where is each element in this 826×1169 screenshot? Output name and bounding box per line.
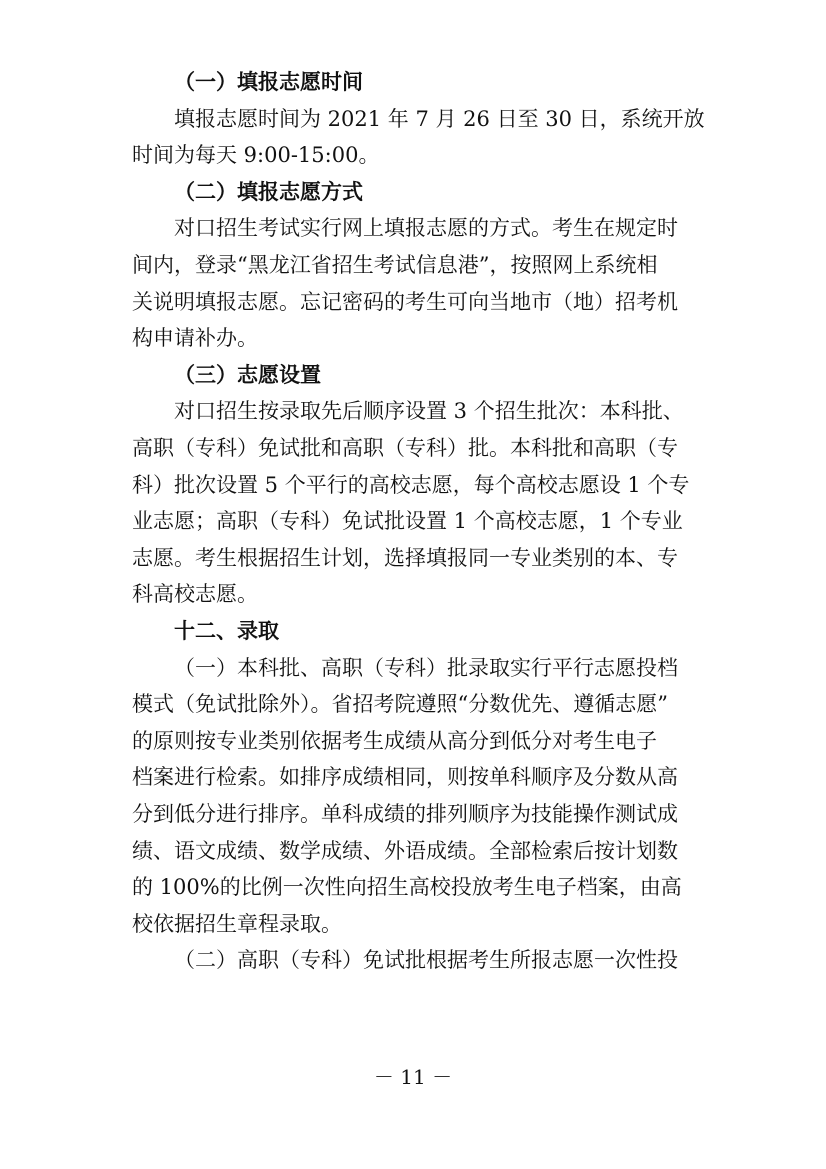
body-line: 科高校志愿。 <box>132 582 258 607</box>
body-line: 间内，登录“黑龙江省招生考试信息港”，按照网上系统相 <box>132 253 658 277</box>
body-line: 构申请补办。 <box>132 326 258 351</box>
paragraph-first-line: 对口招生考试实行网上填报志愿的方式。考生在规定时 <box>174 216 678 241</box>
body-line: 校依据招生章程录取。 <box>132 911 342 936</box>
paragraph-first-line: （一）本科批、高职（专科）批录取实行平行志愿投档 <box>174 655 678 680</box>
section-heading: （二）填报志愿方式 <box>174 179 363 204</box>
paragraph-first-line: （二）高职（专科）免试批根据考生所报志愿一次性投 <box>174 948 678 973</box>
body-line: 业志愿；高职（专科）免试批设置 1 个高校志愿，1 个专业 <box>132 509 683 534</box>
body-line: 分到低分进行排序。单科成绩的排列顺序为技能操作测试成 <box>132 802 678 826</box>
section-heading: 十二、录取 <box>174 619 279 643</box>
page-number: － 11 － <box>373 1065 453 1089</box>
body-line: 关说明填报志愿。忘记密码的考生可向当地市（地）招考机 <box>132 289 678 314</box>
body-line: 档案进行检索。如排序成绩相同，则按单科顺序及分数从高 <box>132 765 678 790</box>
paragraph-first-line: 对口招生按录取先后顺序设置 3 个招生批次：本科批、 <box>174 399 684 424</box>
body-line: 科）批次设置 5 个平行的高校志愿，每个高校志愿设 1 个专 <box>132 472 690 497</box>
body-line: 绩、语文成绩、数学成绩、外语成绩。全部检索后按计划数 <box>132 838 678 863</box>
body-line: 的原则按专业类别依据考生成绩从高分到低分对考生电子 <box>132 728 657 753</box>
body-line: 高职（专科）免试批和高职（专科）批。本科批和高职（专 <box>132 436 678 460</box>
section-heading: （三）志愿设置 <box>174 362 321 387</box>
body-line: 时间为每天 9:00-15:00。 <box>132 143 380 168</box>
body-line: 志愿。考生根据招生计划，选择填报同一专业类别的本、专 <box>132 545 678 570</box>
section-heading: （一）填报志愿时间 <box>174 70 363 94</box>
paragraph-first-line: 填报志愿时间为 2021 年 7 月 26 日至 30 日，系统开放 <box>174 106 705 131</box>
body-line: 的 100%的比例一次性向招生高校投放考生电子档案，由高 <box>132 875 682 900</box>
body-line: 模式（免试批除外）。省招考院遵照“分数优先、遵循志愿” <box>132 692 668 717</box>
